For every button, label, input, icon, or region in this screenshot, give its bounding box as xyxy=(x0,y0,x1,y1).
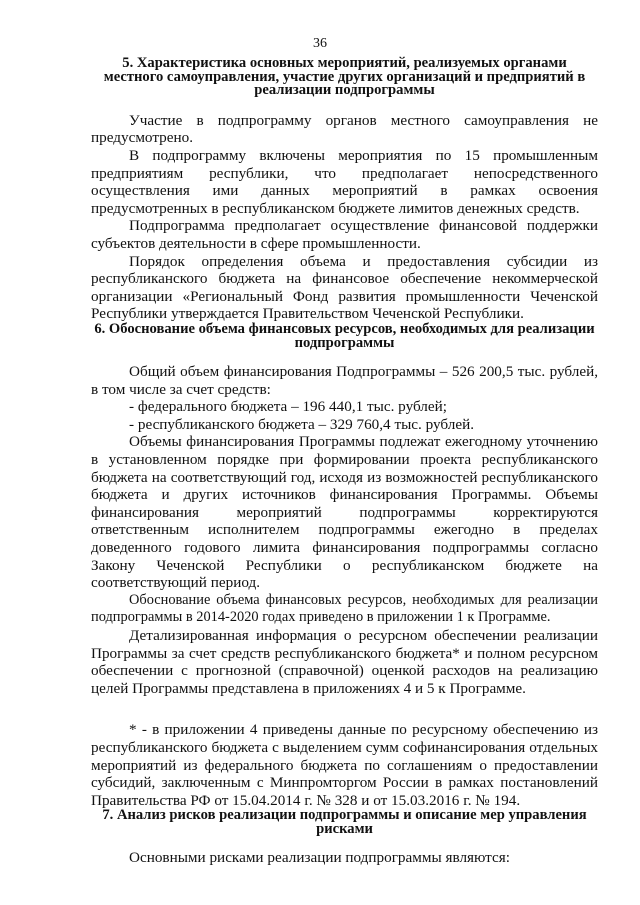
spacer xyxy=(91,697,598,721)
section-5-paragraph: Подпрограмма предполагает осуществление финансовой поддержки субъектов деятельности в сфере промышленности. xyxy=(91,217,598,252)
section-6-list-item: - республиканского бюджета – 329 760,4 тыс. рублей. xyxy=(129,415,475,433)
section-5-heading: 5. Характеристика основных мероприятий, реализуемых органами местного самоуправления, участие других организаций и предприятий в реализации подпрограммы xyxy=(103,55,586,99)
section-5-paragraph: В подпрограмму включены мероприятия по 15 промышленным предприятиям республики, что предполагает непосредственного осуществления ими данных мероприятий в рамках освоения предусмотренных в республиканском бюджете лимитов денежных средств. xyxy=(91,146,598,217)
section-7-paragraph: Основными рисками реализации подпрограммы являются: xyxy=(129,848,510,866)
page-number: 36 xyxy=(313,36,327,51)
section-6-paragraph: Детализированная информация о ресурсном обеспечении реализации Программы за счет средств республиканского бюджета* и полном ресурсном обеспечении с прогнозной (справочной) оценкой расходов на реализацию целей Программы представлена в приложениях 4 и 5 к Программе. xyxy=(91,627,598,697)
footnote: * - в приложении 4 приведены данные по ресурсному обеспечению из республиканского бюджета с выделением сумм софинансирования отдельных мероприятий из федерального бюджета по соглашениям о предоставлении субсидий, заключенным с Минпромторгом России в рамках постановлений Правительства РФ от 15.04.2014 г. № 328 и от 15.03.2016 г. № 194. xyxy=(91,721,598,809)
page-content xyxy=(91,57,598,866)
section-6-paragraph: Объемы финансирования Программы подлежат ежегодному уточнению в установленном порядке при формировании проекта республиканского бюджета на соответствующий год, исходя из возможностей республиканского бюджета и других источников финансирования Программы. Объемы финансирования мероприятий подпрограммы корректируются ответственным исполнителем подпрограммы ежегодно в пределах доведенного годового лимита финансирования подпрограммы согласно Закону Чеченской Республики о республиканском бюджете на соответствующий период. xyxy=(91,433,598,592)
section-6-heading: 6. Обоснование объема финансовых ресурсов, необходимых для реализации подпрограммы xyxy=(94,320,595,351)
section-7-heading: 7. Анализ рисков реализации подпрограммы и описание мер управления рисками xyxy=(102,807,587,837)
section-5-paragraph: Участие в подпрограмму органов местного самоуправления не предусмотрено. xyxy=(91,111,598,147)
section-6-paragraph: Общий объем финансирования Подпрограммы – 526 200,5 тыс. рублей, в том числе за счет средств: xyxy=(91,363,598,398)
section-6-paragraph: Обоснование объема финансовых ресурсов, необходимых для реализации подпрограммы в 2014-2020 годах приведено в приложении 1 к Программе. xyxy=(91,591,598,626)
section-6-list-item: - федерального бюджета – 196 440,1 тыс. рублей; xyxy=(129,398,447,416)
section-5-paragraph: Порядок определения объема и предоставления субсидии из республиканского бюджета на финансовое обеспечение некоммерческой организации «Региональный Фонд развития промышленности Чеченской Республики утверждается Правительством Чеченской Республики. xyxy=(91,252,598,323)
